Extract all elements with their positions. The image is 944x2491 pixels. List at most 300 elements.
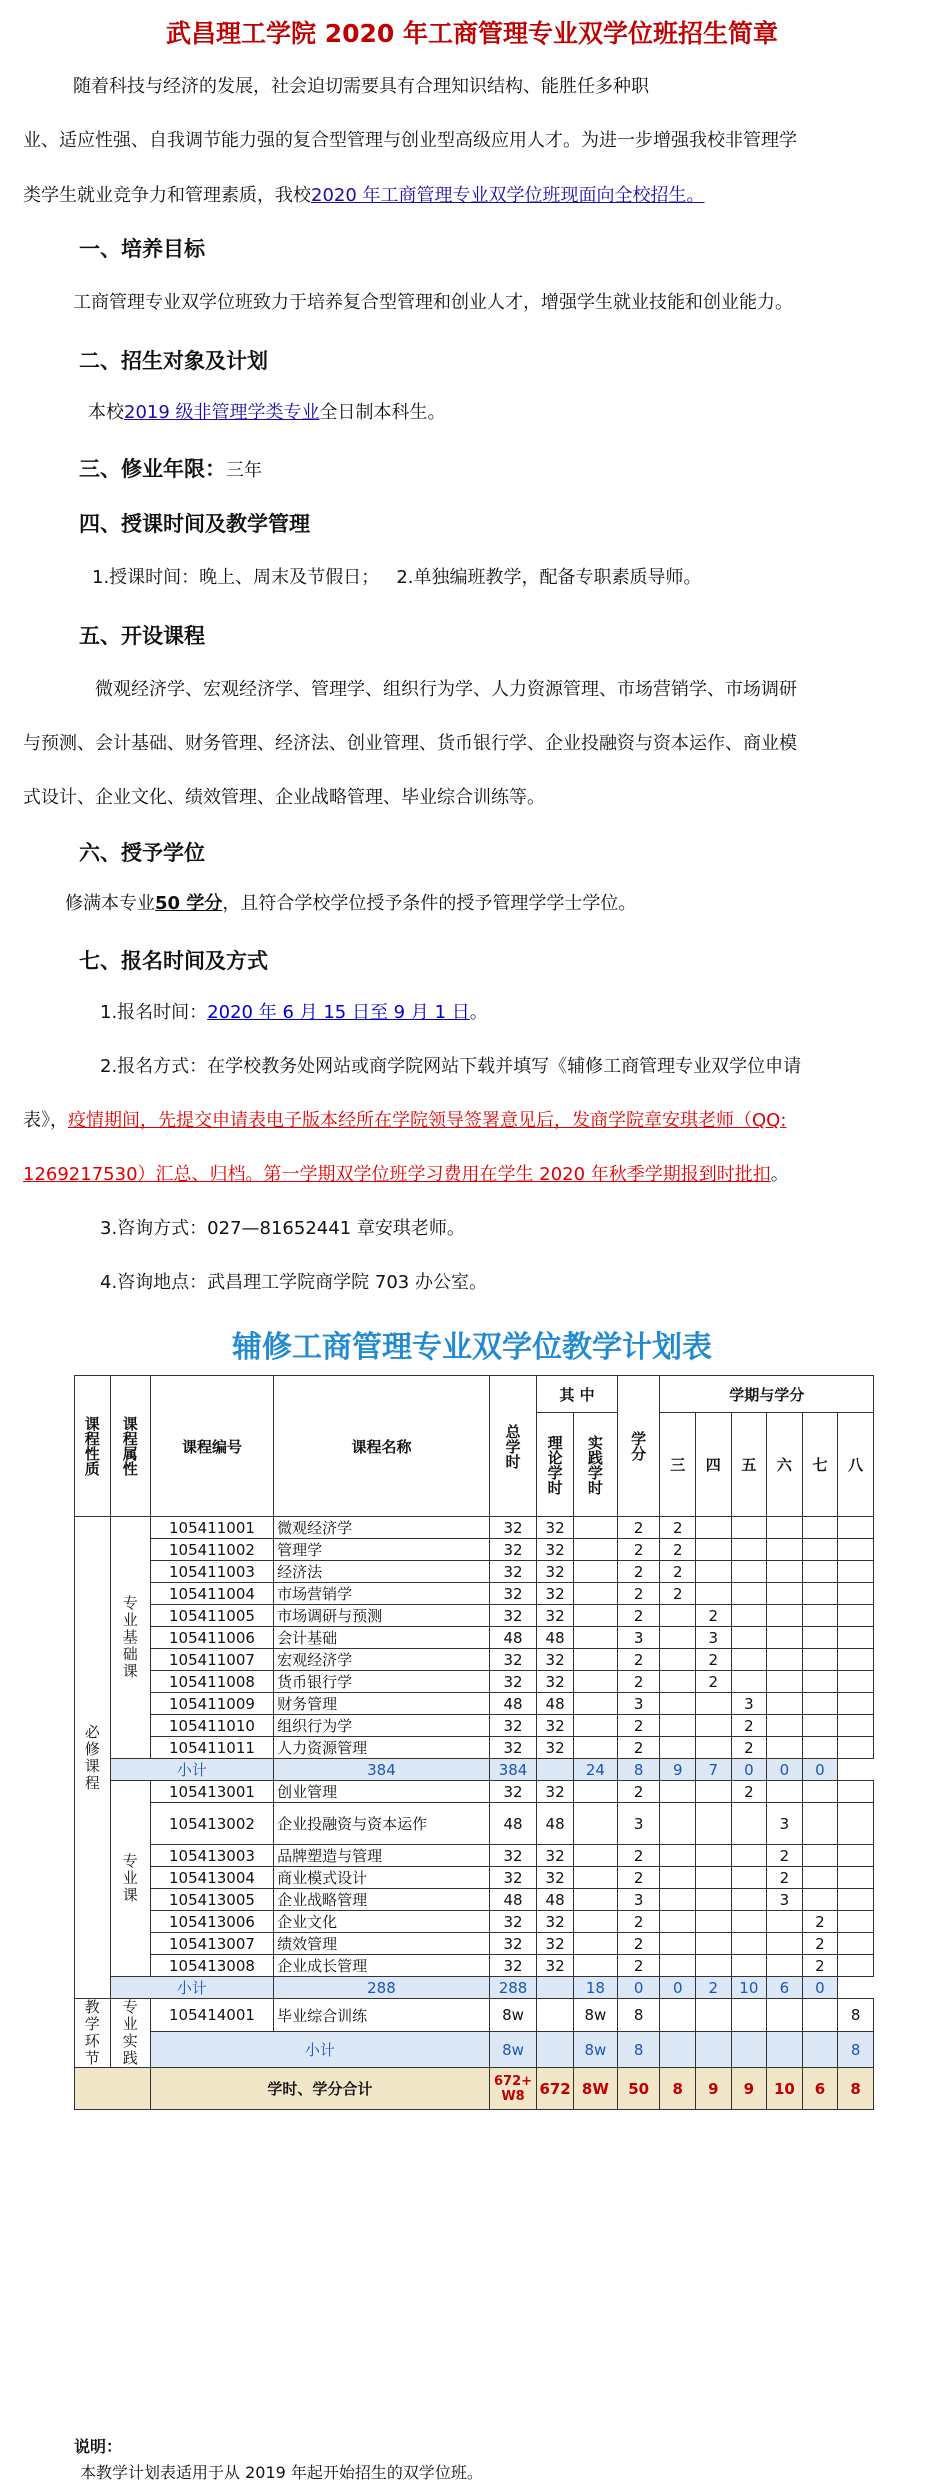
header-nature: 课程性质 <box>75 1376 111 1517</box>
table-title: 辅修工商管理专业双学位教学计划表 <box>232 1330 712 1365</box>
section-3-heading <box>79 453 262 483</box>
semester-credit <box>696 1889 732 1911</box>
semester-credit <box>660 1955 696 1977</box>
table-row <box>75 1955 874 1977</box>
semester-credit <box>802 1781 838 1803</box>
total-hours: 32 <box>489 1539 536 1561</box>
subtotal-semester-credit: 0 <box>617 1977 660 1999</box>
credit: 2 <box>617 1737 660 1759</box>
section-7-time <box>100 1000 488 1026</box>
intro-link[interactable]: 2020 年工商管理专业双学位班现面向全校招生。 <box>311 185 705 206</box>
practice-hours <box>573 1605 617 1627</box>
subtotal-theory: 384 <box>489 1759 536 1781</box>
semester-credit <box>767 1649 803 1671</box>
teaching-plan-table <box>74 1375 874 2110</box>
semester-credit <box>838 1781 874 1803</box>
subtotal-semester-credit <box>660 2032 696 2068</box>
total-hours: 32 <box>489 1671 536 1693</box>
semester-credit <box>731 1605 767 1627</box>
semester-credit <box>767 1999 803 2032</box>
semester-credit <box>696 1539 732 1561</box>
theory-hours: 32 <box>537 1867 574 1889</box>
section-2-heading: 二、招生对象及计划 <box>79 349 268 373</box>
credit: 2 <box>617 1715 660 1737</box>
semester-credit <box>660 1737 696 1759</box>
grand-total-practice: 8W <box>573 2068 617 2110</box>
table-row <box>75 1649 874 1671</box>
table-row <box>75 1605 874 1627</box>
semester-credit <box>731 1539 767 1561</box>
table-row <box>75 1671 874 1693</box>
semester-credit <box>660 1999 696 2032</box>
semester-credit <box>660 1781 696 1803</box>
course-name: 会计基础 <box>274 1627 490 1649</box>
header-sem-8: 八 <box>838 1413 874 1517</box>
practice-hours <box>573 1955 617 1977</box>
credit: 2 <box>617 1955 660 1977</box>
semester-credit <box>660 1715 696 1737</box>
theory-hours: 32 <box>537 1781 574 1803</box>
credit: 2 <box>617 1561 660 1583</box>
course-code: 105411010 <box>150 1715 273 1737</box>
course-name: 绩效管理 <box>274 1933 490 1955</box>
semester-credit <box>767 1737 803 1759</box>
semester-credit <box>767 1583 803 1605</box>
semester-credit <box>767 1693 803 1715</box>
semester-credit <box>767 1781 803 1803</box>
semester-credit <box>838 1715 874 1737</box>
semester-credit <box>767 1517 803 1539</box>
total-hours: 32 <box>489 1845 536 1867</box>
semester-credit <box>696 1737 732 1759</box>
table-row <box>75 1627 874 1649</box>
section-1-heading: 一、培养目标 <box>79 237 205 261</box>
header-among: 其 中 <box>537 1376 618 1413</box>
practice-hours <box>573 1649 617 1671</box>
subtotal-practice <box>537 1977 574 1999</box>
credit: 2 <box>617 1517 660 1539</box>
semester-credit: 2 <box>767 1867 803 1889</box>
course-name: 宏观经济学 <box>274 1649 490 1671</box>
header-total-hours: 总学时 <box>489 1376 536 1517</box>
grand-total-semester-credit: 8 <box>838 2068 874 2110</box>
semester-credit <box>838 1671 874 1693</box>
total-hours: 48 <box>489 1803 536 1845</box>
course-code: 105411008 <box>150 1671 273 1693</box>
section-2-suffix: 全日制本科生。 <box>319 402 446 423</box>
subtotal-semester-credit: 6 <box>767 1977 803 1999</box>
credit: 3 <box>617 1803 660 1845</box>
header-attr: 课程属性 <box>110 1376 150 1517</box>
subtotal-practice <box>537 1759 574 1781</box>
header-sem-5: 五 <box>731 1413 767 1517</box>
course-name: 市场调研与预测 <box>274 1605 490 1627</box>
grand-total-semester-credit: 9 <box>696 2068 732 2110</box>
attr-practice: 专业实践 <box>110 1999 150 2068</box>
semester-credit <box>696 1911 732 1933</box>
total-hours: 32 <box>489 1517 536 1539</box>
practice-hours: 8w <box>573 1999 617 2032</box>
semester-credit: 2 <box>802 1955 838 1977</box>
total-hours: 32 <box>489 1561 536 1583</box>
grand-total-semester-credit: 6 <box>802 2068 838 2110</box>
semester-credit <box>731 1671 767 1693</box>
table-row <box>75 1561 874 1583</box>
subtotal-total: 8w <box>489 2032 536 2068</box>
semester-credit <box>802 1649 838 1671</box>
course-code: 105411011 <box>150 1737 273 1759</box>
semester-credit <box>731 1583 767 1605</box>
semester-credit <box>838 1867 874 1889</box>
section-5-line-2: 与预测、会计基础、财务管理、经济法、创业管理、货币银行学、企业投融资与资本运作、商业模 <box>23 733 797 754</box>
subtotal-semester-credit: 9 <box>660 1759 696 1781</box>
subtotal-total: 288 <box>274 1977 490 1999</box>
total-hours: 48 <box>489 1889 536 1911</box>
semester-credit <box>660 1605 696 1627</box>
semester-credit <box>802 1737 838 1759</box>
semester-credit <box>838 1737 874 1759</box>
grand-total-semester-credit: 8 <box>660 2068 696 2110</box>
semester-credit: 2 <box>696 1605 732 1627</box>
semester-credit: 3 <box>767 1803 803 1845</box>
practice-hours <box>573 1715 617 1737</box>
practice-row <box>75 1999 874 2032</box>
course-code: 105411007 <box>150 1649 273 1671</box>
header-code: 课程编号 <box>150 1376 273 1517</box>
semester-credit <box>731 1649 767 1671</box>
course-name: 创业管理 <box>274 1781 490 1803</box>
theory-hours: 32 <box>537 1737 574 1759</box>
credit: 2 <box>617 1845 660 1867</box>
table-row <box>75 1867 874 1889</box>
subtotal-semester-credit: 10 <box>731 1977 767 1999</box>
total-hours: 32 <box>489 1583 536 1605</box>
total-hours: 32 <box>489 1781 536 1803</box>
total-hours: 32 <box>489 1715 536 1737</box>
semester-credit <box>802 1693 838 1715</box>
course-code: 105411002 <box>150 1539 273 1561</box>
theory-hours: 32 <box>537 1583 574 1605</box>
theory-hours: 32 <box>537 1715 574 1737</box>
semester-credit <box>838 1605 874 1627</box>
subtotal-label: 小计 <box>110 1977 274 1999</box>
total-hours: 32 <box>489 1955 536 1977</box>
credit: 3 <box>617 1693 660 1715</box>
total-hours: 32 <box>489 1737 536 1759</box>
practice-hours <box>573 1911 617 1933</box>
section-7-time-label: 1.报名时间： <box>100 1002 208 1023</box>
theory-hours: 32 <box>537 1517 574 1539</box>
semester-credit <box>838 1561 874 1583</box>
table-row <box>75 1583 874 1605</box>
semester-credit <box>696 1517 732 1539</box>
section-7-time-value[interactable]: 2020 年 6 月 15 日至 9 月 1 日 <box>207 1002 470 1023</box>
course-code: 105413005 <box>150 1889 273 1911</box>
subtotal-semester-credit <box>802 2032 838 2068</box>
section-7-location: 4.咨询地点：武昌理工学院商学院 703 办公室。 <box>100 1272 487 1293</box>
section-7-heading: 七、报名时间及方式 <box>79 949 268 973</box>
section-7-method-end: 。 <box>770 1164 789 1185</box>
course-name: 企业投融资与资本运作 <box>274 1803 490 1845</box>
theory-hours: 32 <box>537 1933 574 1955</box>
semester-credit <box>660 1911 696 1933</box>
grand-total-credit: 50 <box>617 2068 660 2110</box>
course-name: 人力资源管理 <box>274 1737 490 1759</box>
subtotal-semester-credit: 7 <box>696 1759 732 1781</box>
theory-hours: 48 <box>537 1627 574 1649</box>
semester-credit <box>838 1803 874 1845</box>
semester-credit <box>660 1845 696 1867</box>
basic-subtotal-row <box>75 1759 874 1781</box>
credit: 3 <box>617 1889 660 1911</box>
table-row <box>75 1517 874 1539</box>
section-7-method-line-3 <box>23 1162 789 1188</box>
semester-credit <box>660 1693 696 1715</box>
semester-credit <box>660 1671 696 1693</box>
subtotal-semester-credit: 8 <box>617 1759 660 1781</box>
course-code: 105411004 <box>150 1583 273 1605</box>
practice-hours <box>573 1539 617 1561</box>
semester-credit <box>660 1627 696 1649</box>
semester-credit: 2 <box>660 1583 696 1605</box>
semester-credit <box>660 1889 696 1911</box>
header-sem-6: 六 <box>767 1413 803 1517</box>
semester-credit <box>696 1803 732 1845</box>
credit: 2 <box>617 1583 660 1605</box>
subtotal-semester-credit: 0 <box>767 1759 803 1781</box>
semester-credit: 8 <box>838 1999 874 2032</box>
course-name: 管理学 <box>274 1539 490 1561</box>
semester-credit <box>767 1539 803 1561</box>
table-row <box>75 1933 874 1955</box>
attr-major: 专业课 <box>110 1781 150 1977</box>
semester-credit <box>696 1999 732 2032</box>
semester-credit <box>767 1955 803 1977</box>
header-name: 课程名称 <box>274 1376 490 1517</box>
semester-credit <box>802 1583 838 1605</box>
grand-total-label: 学时、学分合计 <box>150 2068 489 2110</box>
credit: 2 <box>617 1649 660 1671</box>
subtotal-semester-credit: 0 <box>660 1977 696 1999</box>
table-row <box>75 1693 874 1715</box>
semester-credit <box>838 1627 874 1649</box>
section-6-text <box>65 891 636 917</box>
subtotal-semester-credit <box>696 2032 732 2068</box>
semester-credit <box>802 1715 838 1737</box>
semester-credit <box>731 1845 767 1867</box>
semester-credit: 2 <box>660 1539 696 1561</box>
semester-credit <box>802 1671 838 1693</box>
table-row <box>75 1845 874 1867</box>
subtotal-semester-credit: 0 <box>802 1759 838 1781</box>
table-row <box>75 1539 874 1561</box>
section-7-method-line-2 <box>23 1108 786 1134</box>
subtotal-semester-credit <box>767 2032 803 2068</box>
course-name: 商业模式设计 <box>274 1867 490 1889</box>
semester-credit: 3 <box>767 1889 803 1911</box>
theory-hours <box>537 1999 574 2032</box>
semester-credit <box>696 1693 732 1715</box>
semester-credit: 2 <box>696 1649 732 1671</box>
semester-credit: 2 <box>767 1845 803 1867</box>
practice-hours <box>573 1845 617 1867</box>
semester-credit <box>838 1649 874 1671</box>
course-code: 105413002 <box>150 1803 273 1845</box>
semester-credit <box>660 1933 696 1955</box>
table-row <box>75 1803 874 1845</box>
semester-credit <box>696 1845 732 1867</box>
course-code: 105411009 <box>150 1693 273 1715</box>
semester-credit <box>838 1889 874 1911</box>
header-semesters: 学期与学分 <box>660 1376 874 1413</box>
grand-total-semester-credit: 10 <box>767 2068 803 2110</box>
semester-credit: 2 <box>731 1781 767 1803</box>
intro-line-3-prefix: 类学生就业竞争力和管理素质，我校 <box>23 185 311 206</box>
section-2-text <box>88 400 446 426</box>
total-hours: 32 <box>489 1867 536 1889</box>
total-hours: 8w <box>489 1999 536 2032</box>
theory-hours: 32 <box>537 1649 574 1671</box>
section-7-method-line-1: 2.报名方式：在学校教务处网站或商学院网站下载并填写《辅修工商管理专业双学位申请 <box>100 1056 802 1077</box>
practice-hours <box>573 1627 617 1649</box>
credit: 2 <box>617 1539 660 1561</box>
course-name: 货币银行学 <box>274 1671 490 1693</box>
section-7-method-line-2-prefix: 表》， <box>23 1110 68 1131</box>
practice-hours <box>573 1889 617 1911</box>
credit: 2 <box>617 1911 660 1933</box>
section-2-link[interactable]: 2019 级非管理学类专业 <box>124 402 320 423</box>
semester-credit <box>838 1539 874 1561</box>
section-7-time-end: 。 <box>469 1002 488 1023</box>
semester-credit <box>731 1867 767 1889</box>
course-code: 105413008 <box>150 1955 273 1977</box>
semester-credit <box>731 1627 767 1649</box>
total-hours: 32 <box>489 1911 536 1933</box>
course-name: 市场营销学 <box>274 1583 490 1605</box>
practice-hours <box>573 1561 617 1583</box>
semester-credit <box>802 1605 838 1627</box>
course-name: 财务管理 <box>274 1693 490 1715</box>
section-5-heading: 五、开设课程 <box>79 624 205 648</box>
grand-total-hours <box>489 2068 536 2110</box>
course-name: 毕业综合训练 <box>274 1999 490 2032</box>
header-sem-3: 三 <box>660 1413 696 1517</box>
section-6-prefix: 修满本专业 <box>65 893 155 914</box>
subtotal-credit: 8 <box>617 2032 660 2068</box>
subtotal-semester-credit <box>731 2032 767 2068</box>
section-5-line-3: 式设计、企业文化、绩效管理、企业战略管理、毕业综合训练等。 <box>23 787 545 808</box>
semester-credit <box>696 1867 732 1889</box>
subtotal-label: 小计 <box>110 1759 274 1781</box>
semester-credit <box>802 1889 838 1911</box>
section-2-prefix: 本校 <box>88 402 124 423</box>
semester-credit <box>696 1715 732 1737</box>
subtotal-theory: 288 <box>489 1977 536 1999</box>
credit: 3 <box>617 1627 660 1649</box>
practice-hours <box>573 1671 617 1693</box>
semester-credit <box>660 1649 696 1671</box>
course-name: 经济法 <box>274 1561 490 1583</box>
intro-line-2: 业、适应性强、自我调节能力强的复合型管理与创业型高级应用人才。为进一步增强我校非管理学 <box>23 130 797 151</box>
credit: 2 <box>617 1671 660 1693</box>
semester-credit <box>660 1803 696 1845</box>
subtotal-theory <box>537 2032 574 2068</box>
theory-hours: 32 <box>537 1605 574 1627</box>
table-row <box>75 1889 874 1911</box>
semester-credit: 2 <box>696 1671 732 1693</box>
semester-credit <box>731 1933 767 1955</box>
credit: 2 <box>617 1867 660 1889</box>
semester-credit <box>838 1955 874 1977</box>
course-code: 105413007 <box>150 1933 273 1955</box>
grand-total-semester-credit: 9 <box>731 2068 767 2110</box>
semester-credit: 3 <box>731 1693 767 1715</box>
practice-hours <box>573 1693 617 1715</box>
practice-hours <box>573 1737 617 1759</box>
section-6-heading: 六、授予学位 <box>79 841 205 865</box>
semester-credit <box>767 1605 803 1627</box>
header-credit: 学分 <box>617 1376 660 1517</box>
semester-credit: 3 <box>696 1627 732 1649</box>
semester-credit <box>838 1845 874 1867</box>
course-code: 105413004 <box>150 1867 273 1889</box>
total-hours: 32 <box>489 1605 536 1627</box>
header-sem-4: 四 <box>696 1413 732 1517</box>
practice-hours <box>573 1517 617 1539</box>
theory-hours: 32 <box>537 1911 574 1933</box>
semester-credit: 2 <box>802 1911 838 1933</box>
course-code: 105411003 <box>150 1561 273 1583</box>
semester-credit: 2 <box>731 1737 767 1759</box>
practice-subtotal-row <box>75 2032 874 2068</box>
section-6-suffix: ，且符合学校学位授予条件的授予管理学学士学位。 <box>222 893 637 914</box>
header-sem-7: 七 <box>802 1413 838 1517</box>
notes-text: 本教学计划表适用于从 2019 年起开始招生的双学位班。 <box>80 2463 483 2482</box>
theory-hours: 48 <box>537 1889 574 1911</box>
practice-hours <box>573 1867 617 1889</box>
semester-credit <box>767 1561 803 1583</box>
major-subtotal-row <box>75 1977 874 1999</box>
semester-credit <box>731 1955 767 1977</box>
theory-hours: 48 <box>537 1803 574 1845</box>
attr-basic: 专业基础课 <box>110 1517 150 1759</box>
semester-credit <box>731 1911 767 1933</box>
total-hours: 32 <box>489 1649 536 1671</box>
semester-credit <box>731 1517 767 1539</box>
semester-credit <box>696 1955 732 1977</box>
section-3-value: 三年 <box>226 460 262 481</box>
credit: 2 <box>617 1781 660 1803</box>
subtotal-semester-credit: 8 <box>838 2032 874 2068</box>
course-name: 微观经济学 <box>274 1517 490 1539</box>
grand-total-theory: 672 <box>537 2068 574 2110</box>
course-name: 企业成长管理 <box>274 1955 490 1977</box>
total-hours: 48 <box>489 1693 536 1715</box>
section-4-heading: 四、授课时间及教学管理 <box>79 512 310 536</box>
table-row <box>75 1781 874 1803</box>
grand-total-blank <box>75 2068 151 2110</box>
course-name: 企业文化 <box>274 1911 490 1933</box>
section-7-method-red-1: 疫情期间，先提交申请表电子版本经所在学院领导签署意见后，发商学院章安琪老师（QQ: <box>68 1110 787 1131</box>
notes-label: 说明： <box>74 2437 123 2456</box>
grand-total-hours-line-1: 672+ <box>494 2073 533 2089</box>
semester-credit <box>802 1627 838 1649</box>
course-name: 企业战略管理 <box>274 1889 490 1911</box>
semester-credit <box>802 1999 838 2032</box>
section-7-consult: 3.咨询方式：027—81652441 章安琪老师。 <box>100 1218 465 1239</box>
practice-hours <box>573 1781 617 1803</box>
semester-credit <box>696 1561 732 1583</box>
